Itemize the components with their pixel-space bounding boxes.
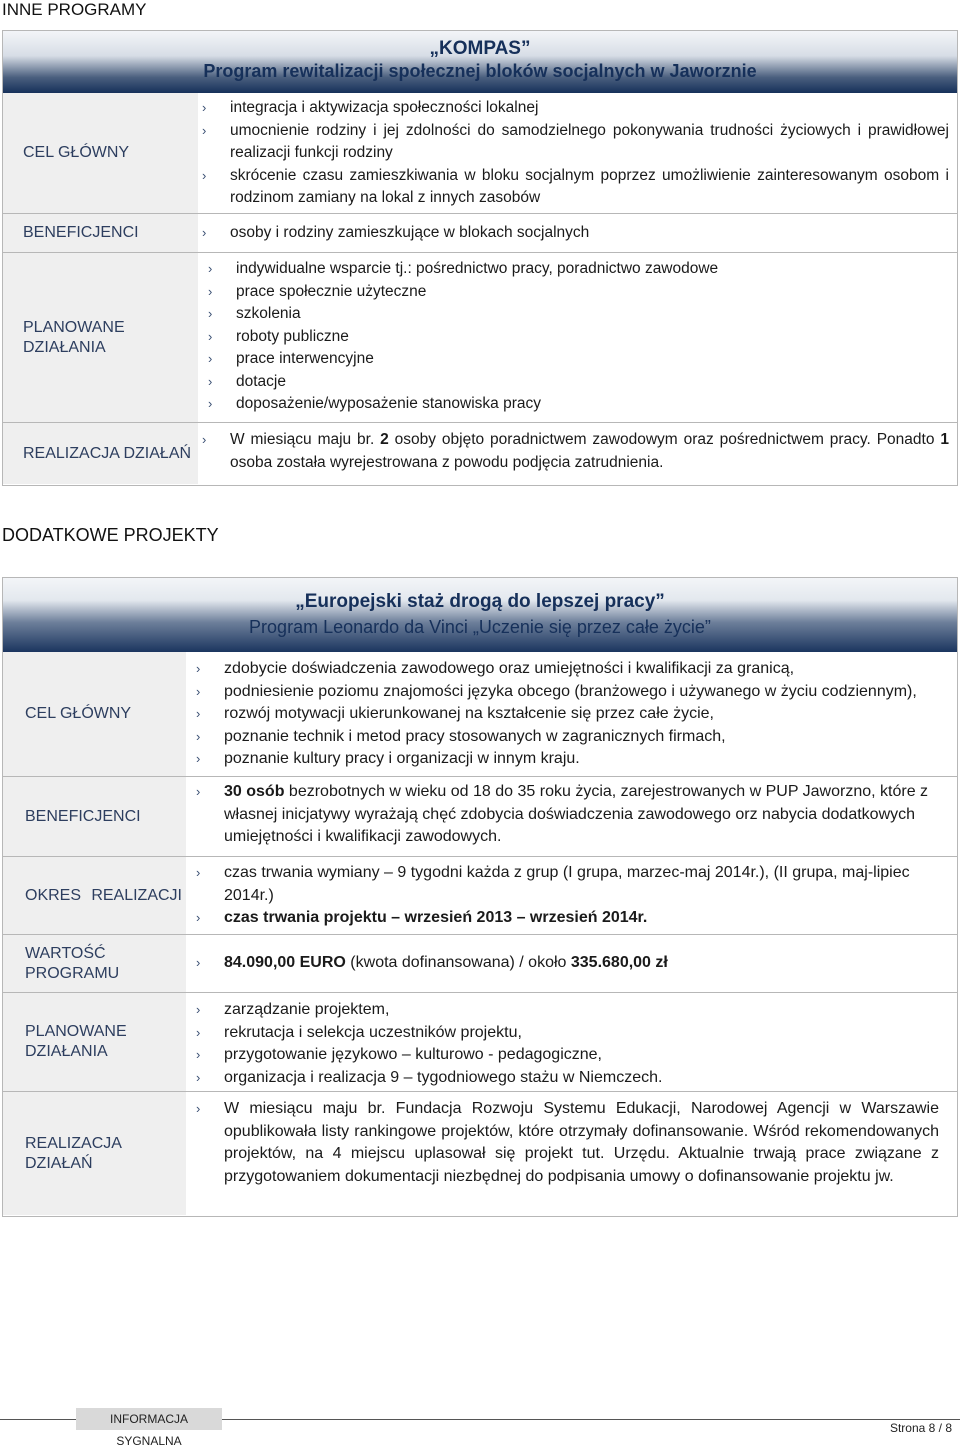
chevron-right-icon: ›: [196, 728, 201, 744]
section-heading-dodatkowe-projekty: DODATKOWE PROJEKTY: [2, 525, 219, 545]
list-item: › przygotowanie językowo – kulturowo - pedagogiczne,: [224, 1044, 939, 1067]
row-okres-realizacji: [3, 856, 957, 934]
list-item: › indywidualne wsparcie tj.: pośrednictwo pracy, poradnictwo zawodowe: [236, 258, 949, 281]
list-item: › zdobycie doświadczenia zawodowego oraz umiejętności i kwalifikacji za granicą,: [224, 658, 939, 681]
list-item: › szkolenia: [236, 303, 949, 326]
program-title: „KOMPAS”: [429, 38, 531, 59]
list-item: › organizacja i realizacja 9 – tygodniowego stażu w Niemczech.: [224, 1067, 939, 1090]
row-planowane-dzialania: [3, 252, 957, 422]
chevron-right-icon: ›: [208, 261, 213, 276]
chevron-right-icon: ›: [208, 351, 213, 366]
list-item: › czas trwania wymiany – 9 tygodni każda z grup (I grupa, marzec-maj 2014r.), (II grupa, maj-lipiec 2014r.): [196, 864, 910, 904]
chevron-right-icon: ›: [202, 225, 207, 240]
okres-list: [196, 862, 939, 930]
chevron-right-icon: ›: [208, 283, 213, 299]
planowane-list: [208, 258, 949, 416]
list-item: › rekrutacja i selekcja uczestników projektu,: [224, 1022, 939, 1045]
chevron-right-icon: ›: [208, 328, 213, 344]
program-subtitle: Program rewitalizacji społecznej bloków socjalnych w Jaworznie: [203, 61, 757, 81]
list-item: › prace interwencyjne: [236, 348, 949, 371]
chevron-right-icon: ›: [196, 683, 201, 699]
list-item: › poznanie technik i metod pracy stosowanych w zagranicznych firmach,: [224, 726, 939, 749]
chevron-right-icon: ›: [196, 1101, 201, 1116]
row-label: OKRES REALIZACJI: [3, 857, 186, 934]
beneficjenci-list: [196, 781, 939, 849]
row-beneficjenci: [3, 213, 957, 252]
chevron-right-icon: ›: [196, 1024, 201, 1040]
list-item: › poznanie kultury pracy i organizacji w innym kraju.: [224, 748, 939, 771]
row-cel-glowny: [3, 652, 957, 776]
row-beneficjenci: [3, 776, 957, 856]
chevron-right-icon: ›: [196, 865, 201, 880]
chevron-right-icon: ›: [196, 1002, 201, 1017]
chevron-right-icon: ›: [208, 396, 213, 411]
row-label: BENEFICJENCI: [3, 214, 198, 252]
chevron-right-icon: ›: [196, 751, 201, 766]
cel-list: [202, 97, 949, 210]
row-label: CEL GŁÓWNY: [3, 93, 198, 213]
chevron-right-icon: ›: [196, 1069, 201, 1085]
list-item: › osoby i rodziny zamieszkujące w blokach socjalnych: [230, 222, 949, 245]
list-item: › doposażenie/wyposażenie stanowiska pracy: [236, 393, 949, 416]
cel-list: [196, 658, 939, 771]
chevron-right-icon: ›: [196, 1047, 201, 1062]
list-item: › podniesienie poziomu znajomości języka obcego (branżowego i używanego w życiu codziennym),: [224, 681, 939, 704]
program-staz-header: [3, 578, 957, 652]
list-item: › czas trwania projektu – wrzesień 2013 – wrzesień 2014r.: [224, 907, 939, 930]
program-title: „Europejski staż drogą do lepszej pracy”: [295, 591, 665, 612]
list-item: › 30 osób bezrobotnych w wieku od 18 do 35 roku życia, zarejestrowanych w PUP Jaworzno, które z własnej inicjatywy wyrażają chęć zdobycia doświadczenia zawodowego orz nabycia dodatkowych umiejętności i kwalifikacji zawodowych.: [196, 783, 929, 845]
chevron-right-icon: ›: [196, 955, 201, 970]
row-label: CEL GŁÓWNY: [3, 652, 186, 776]
chevron-right-icon: ›: [202, 100, 207, 115]
row-realizacja-dzialan: [3, 422, 957, 484]
page-number: Strona 8 / 8: [889, 1421, 952, 1435]
list-item: › zarządzanie projektem,: [224, 999, 939, 1022]
row-label: REALIZACJA DZIAŁAŃ: [3, 1092, 186, 1215]
row-label: PLANOWANE DZIAŁANIA: [3, 993, 186, 1091]
row-realizacja-dzialan: [3, 1091, 957, 1215]
program-kompas-table: [2, 30, 958, 486]
chevron-right-icon: ›: [196, 706, 201, 721]
realizacja-list: [196, 1098, 939, 1188]
realizacja-list: [202, 429, 949, 474]
row-planowane-dzialania: [3, 992, 957, 1091]
list-item: › dotacje: [236, 371, 949, 394]
list-item: › integracja i aktywizacja społeczności lokalnej: [230, 97, 949, 120]
program-kompas-header: [3, 31, 957, 93]
wartosc-list: [196, 952, 939, 975]
list-item: › umocnienie rodziny i jej zdolności do samodzielnego pokonywania trudności życiowych i prawidłowej realizacji funkcji rodziny: [202, 121, 949, 161]
list-item: › roboty publiczne: [236, 326, 949, 349]
chevron-right-icon: ›: [196, 910, 201, 925]
section-heading-inne-programy: INNE PROGRAMY: [2, 0, 147, 19]
chevron-right-icon: ›: [196, 784, 201, 799]
program-subtitle: Program Leonardo da Vinci „Uczenie się przez całe życie”: [249, 617, 711, 637]
row-cel-glowny: [3, 93, 957, 213]
chevron-right-icon: ›: [202, 122, 207, 138]
row-label: REALIZACJA DZIAŁAŃ: [3, 423, 198, 484]
program-europejski-staz-table: [2, 577, 958, 1217]
list-item: › 84.090,00 EURO (kwota dofinansowana) / około 335.680,00 zł: [224, 952, 939, 975]
list-item: › prace społecznie użyteczne: [236, 281, 949, 304]
chevron-right-icon: ›: [208, 373, 213, 389]
beneficjenci-list: [202, 222, 949, 245]
chevron-right-icon: ›: [196, 661, 201, 676]
list-item: › W miesiącu maju br. 2 osoby objęto poradnictwem zawodowym oraz pośrednictwem pracy. Ponadto 1 osoba została wyrejestrowana z powodu podjęcia zatrudnienia.: [202, 431, 949, 471]
chevron-right-icon: ›: [202, 167, 207, 183]
chevron-right-icon: ›: [202, 432, 207, 447]
list-item: › W miesiącu maju br. Fundacja Rozwoju Systemu Edukacji, Narodowej Agencji w Warszawie opublikowała listy rankingowe projektów, które otrzymały dofinansowanie. Wśród rekomendowanych projektów, na 4 miejscu uplasował się projekt tut. Urzędu. Aktualnie trwają prace związane z przygotowaniem dokumentacji niezbędnej do podpisania umowy o dofinansowanie projektu jw.: [196, 1100, 939, 1185]
list-item: › rozwój motywacji ukierunkowanej na kształcenie się przez całe życie,: [224, 703, 939, 726]
list-item: › skrócenie czasu zamieszkiwania w bloku socjalnym poprzez umożliwienie zainteresowanym osobom i rodzinom zamiany na lokal z innych zasobów: [202, 166, 949, 206]
chevron-right-icon: ›: [208, 306, 213, 321]
footer-badge: INFORMACJA SYGNALNA: [76, 1408, 222, 1430]
row-label: BENEFICJENCI: [3, 777, 186, 856]
planowane-list: [196, 999, 939, 1089]
row-label: PLANOWANE DZIAŁANIA: [3, 253, 198, 422]
row-wartosc-programu: [3, 934, 957, 992]
row-label: WARTOŚĆ PROGRAMU: [3, 935, 186, 992]
